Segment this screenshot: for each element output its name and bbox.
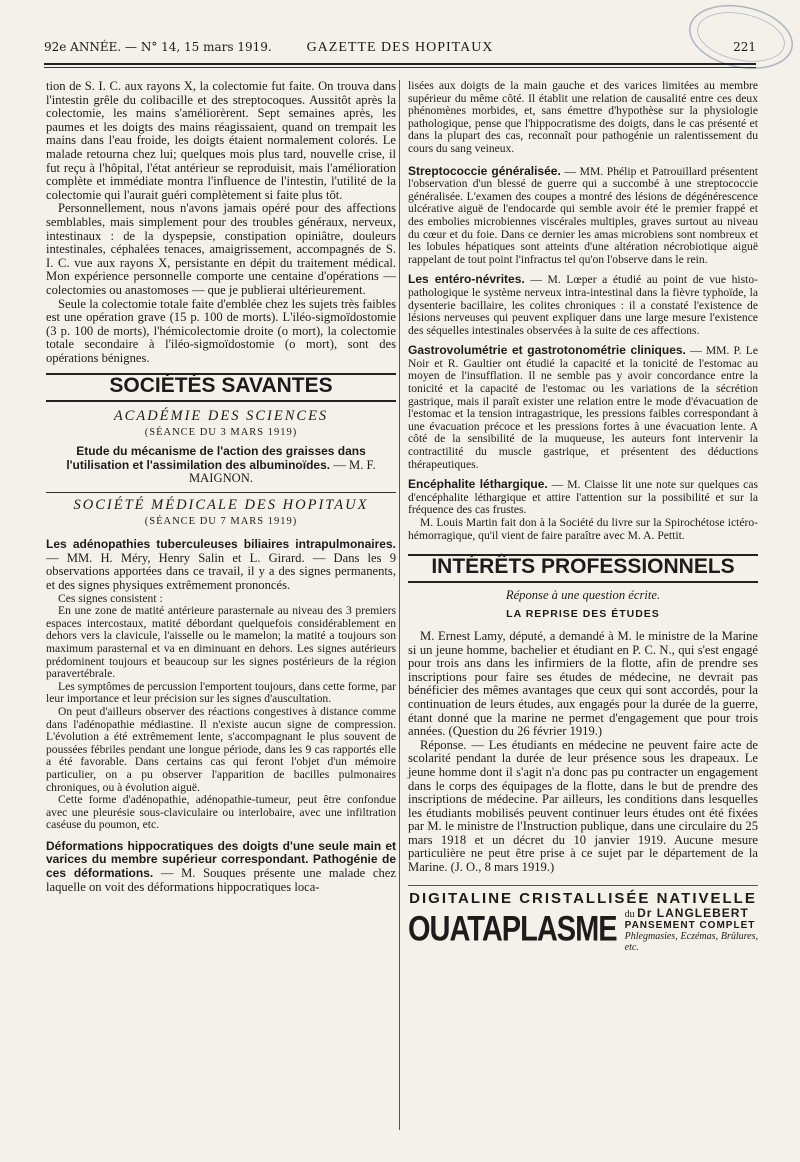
article-intro: — MM. H. Méry, Henry Salin et L. Girard. — Dans les 9 observations apportées dans ce travail, il y a des signes permanents, et des signes physiques extrêmement prononcés. [46,550,396,592]
running-header [44,40,756,60]
article-text: — MM. Phélip et Patrouillard présentent l'observation d'un blessé de guerre qui a succombé à une streptococcie généralisée. L'examen des coupes a montré des lésions de dégénérescence ulcérative aiguë de l'endocarde qui semble avoir été le premier frappé et des embolies microbiennes viscérales multiples, graves surtout au niveau du cœur et du foie. Dans ce dernier les amas microbiens sont nombreux et les lobules hépatiques sont atteints d'une altération nécrobiotique aiguë rappelant de tout point l'infractus tel qu'on l'observe dans le rein. [408,164,758,266]
ad-details [625,908,758,953]
article-deformations [46,840,396,894]
paragraph: M. Ernest Lamy, député, a demandé à M. le ministre de la Marine si un jeune homme, bachelier et étudiant en P. C. N., qui s'est engagé pour trois ans dans les infirmiers de la flotte, afin de prendre ses inscriptions pour faire ses études de médecine, ne devrait pas bénéficier des mêmes avantages que ceux qui sont accordés, pour la continuation de leurs études, aux engagés pour la durée de la guerre, étant donné que la marine ne permet d'engagement que pour trois années. (Question du 26 février 1919.) [408,628,758,739]
article-text: — MM. P. Le Noir et R. Gaultier ont étudié la capacité et la tonicité de l'estomac au moyen de l'insufflation. Il ne semble pas y avoir concordance entre la tonicité et la capacité de l'estomac ou les variations de la sécrétion gastrique, mais il paraît exister une relation entre le mode d'évacuation de l'estomac et la tension intragastrique, les pressions faibles correspondant à une évacuation précoce et les pressions fortes à une évacuation lente. A côté de la sensibilité de la muqueuse, les auteurs font intervenir la contractilité du muscle gastrique, et présentent des déductions thérapeutiques. [408,344,759,471]
paragraph: Réponse. — Les étudiants en médecine ne peuvent faire acte de scolarité pendant la durée de leur présence sous les drapeaux. Le jeune homme dont il s'agit n'a donc pas pu contracter un engagement dans le corps des équipages de la flotte, dans le but de prendre des inscriptions de médecine. Par ailleurs, les conditions dans lesquelles les étudiants mobilisés peuvent continuer leurs études ont été fixées par M. le ministre de l'Instruction publique, dans une circulaire du 25 mars 1918 et un décret du 10 janvier 1919. Aucune mesure particulière ne peut être prise à ce sujet par le département de la Marine. (J. O., 8 mars 1919.) [408,737,758,875]
ad-pansement: PANSEMENT COMPLET [624,920,756,932]
paragraph: Les symptômes de percussion l'emportent toujours, dans cette forme, par leur importance et leur précision sur les signes d'auscultation. [46,679,396,706]
divider [46,492,396,493]
article-entero-nevrites [408,273,758,337]
page-number: 221 [733,40,756,54]
section-title: SOCIÉTÉS SAVANTES [109,374,333,398]
paragraph: tion de S. I. C. aux rayons X, la colectomie fut faite. On trouva dans l'intestin grêle du colibacille et des streptocoques. Aussitôt après la colectomie, les mains s'améliorèrent. Sept semaines après, les paumes et les doigts des mains réagissaient, quand on trempait les mains dans l'eau froide, les doigts étaient normalement colorés. Le malade retourna chez lui; quelques mois plus tard, nouvelle crise, il fut reçu à l'hôpital, l'état antérieur se reproduisit, mais l'amélioration complète et immédiate montra l'influence de l'intestin, l'utilité de la colectomie qui l'aurait guéri complètement si faite plus tôt. [46,79,396,202]
section-banner [46,373,396,402]
paragraph: En une zone de matité antérieure parasternale au niveau des 3 premiers espaces intercostaux, matité débordant quelquefois considérablement en dehors vers la clavicule, l'aisselle ou le mamelon; la matité a toujours son maximum parasternal et va en diminuant en dehors. Les signes autérieurs prédominent toujours et beaucoup sur les signes postérieurs de la région paravertébrale. [46,604,396,681]
left-column [46,80,396,894]
article-title: Les adénopathies tuberculeuses biliaires intrapulmonaires. [46,537,396,552]
article-encephalite [408,478,758,517]
article-streptococcie [408,165,758,267]
item-title: Etude du mécanisme de l'action des graisses dans l'utilisation et l'assimilation des albuminoïdes. [66,444,366,472]
section-title: INTÉRÊTS PROFESSIONNELS [431,555,735,579]
subsection-title: LA REPRISE DES ÉTUDES [506,608,660,621]
article-title: Gastrovolumétrie et gastrotonométrie cliniques. [408,343,686,358]
ad-brand: OUATAPLASME [408,910,617,949]
ad-du: du [624,909,635,921]
paragraph: M. Louis Martin fait don à la Société du livre sur la Spirochétose ictéro-hémorragique, qu'il vient de faire paraître avec M. A. Pettit. [408,516,758,542]
academy-item [46,445,396,486]
article-gastrovolumetrie [408,344,758,471]
session-date: (SÉANCE DU 7 MARS 1919) [144,515,298,527]
right-column [408,80,758,953]
paragraph: Ces signes consistent : [58,591,163,605]
article-text: — M. Lœper a étudié au point de vue histo-pathologique le système nerveux intra-intestinal dans la fièvre typhoïde, la dysenterie bacillaire, les colites chroniques : il a constaté l'existence de lésions nerveuses qui peuvent expliquer dans une large mesure l'existence des séquelles intestinales observées à la suite de ces affections. [408,273,758,337]
journal-title: GAZETTE DES HOPITAUX [306,40,494,55]
article-adenopathies [46,538,396,592]
academy-title: ACADÉMIE DES SCIENCES [113,408,329,425]
ad-uses: Phlegmasies, Eczémas, Brûlures, etc. [624,931,758,954]
advertisement [408,885,758,954]
article-title: Les entéro-névrites. [408,272,525,287]
paragraph: On peut d'ailleurs observer des réactions congestives à distance comme dans l'adénopathie médiastine. Il n'existe aucun signe de compression. L'évolution a été extrêmement lente, s'accompagnant le plus souvent de poussées fébriles pendant une longue période, dans les 9 cas rapportés elle a été favorable. Dans certains cas qui feront l'objet d'un mémoire particulier, on a pu observer l'apparition de bacilles pulmonaires chroniques, ou à évolution aiguë. [46,704,396,794]
subtitle: Réponse à une question écrite. [505,587,661,602]
paragraph: Seule la colectomie totale faite d'emblée chez les sujets très faibles est une opération grave (15 p. 100 de morts). L'iléo-sigmoïdostomie (3 p. 100 de morts), l'hémicolectomie droite (o mort), la colectomie totale secondaire à l'iléo-sigmoïdostomie (o mort), sont des opérations bénignes. [46,296,396,365]
ad-doctor: Dr LANGLEBERT [637,906,749,921]
header-rule-thin [44,67,756,68]
article-title: Déformations hippocratiques des doigts d'une seule main et varices du membre supérieur correspondant. Pathogénie de ces déformations. [46,838,396,881]
paragraph: lisées aux doigts de la main gauche et des varices limitées au membre supérieur du même côté. Il établit une relation de causalité entre ces deux phénomènes morbides, et, sans émettre d'hypothèse sur la physiologie pathologique, pense que l'hippocratisme des doigts, dans le cas présenté et dans la plupart des cas, reconnaît pour pathogénie un ralentissement du cours du sang veineux. [408,79,758,155]
column-divider [399,80,400,1130]
ad-banner [408,908,758,953]
article-title: Streptococcie généralisée. [408,163,561,178]
ad-headline: DIGITALINE CRISTALLISÉE NATIVELLE [409,889,757,907]
item-author: — M. F. MAIGNON. [188,457,376,486]
section-banner [408,554,758,583]
paragraph: Cette forme d'adénopathie, adénopathie-tumeur, peut être confondue avec une pleurésie sous-claviculaire ou interlobaire, avec une infiltration caséuse du poumon, etc. [46,793,396,832]
paragraph: Personnellement, nous n'avons jamais opéré pour des affections semblables, mais simplement pour des troubles généraux, nerveux, intestinaux : de la dyspepsie, constipation opiniâtre, douleurs intestinales, céphalées tenaces, amaigrissement, accompagnés de S. I. C. vue aux rayons X, persistante en dépit du traitement médical. Mon expérience personnelle comporte une centaine d'opérations — colectomies ou anastomoses — que je publierai ultérieurement. [46,201,396,297]
issue-info: 92e ANNÉE. — N° 14, 15 mars 1919. [44,40,272,54]
society-title: SOCIÉTÉ MÉDICALE DES HOPITAUX [73,497,369,514]
header-rule [44,63,756,65]
article-text: — M. Souques présente une malade chez laquelle on voit des déformations hippocratiques loca- [46,866,396,894]
article-title: Encéphalite léthargique. [408,477,548,492]
article-text: — M. Claisse lit une note sur quelques cas d'encéphalite léthargique et attire l'attention sur la possibilité et sur la fréquence des cas frustes. [408,478,758,517]
session-date: (SÉANCE DU 3 MARS 1919) [144,426,298,438]
